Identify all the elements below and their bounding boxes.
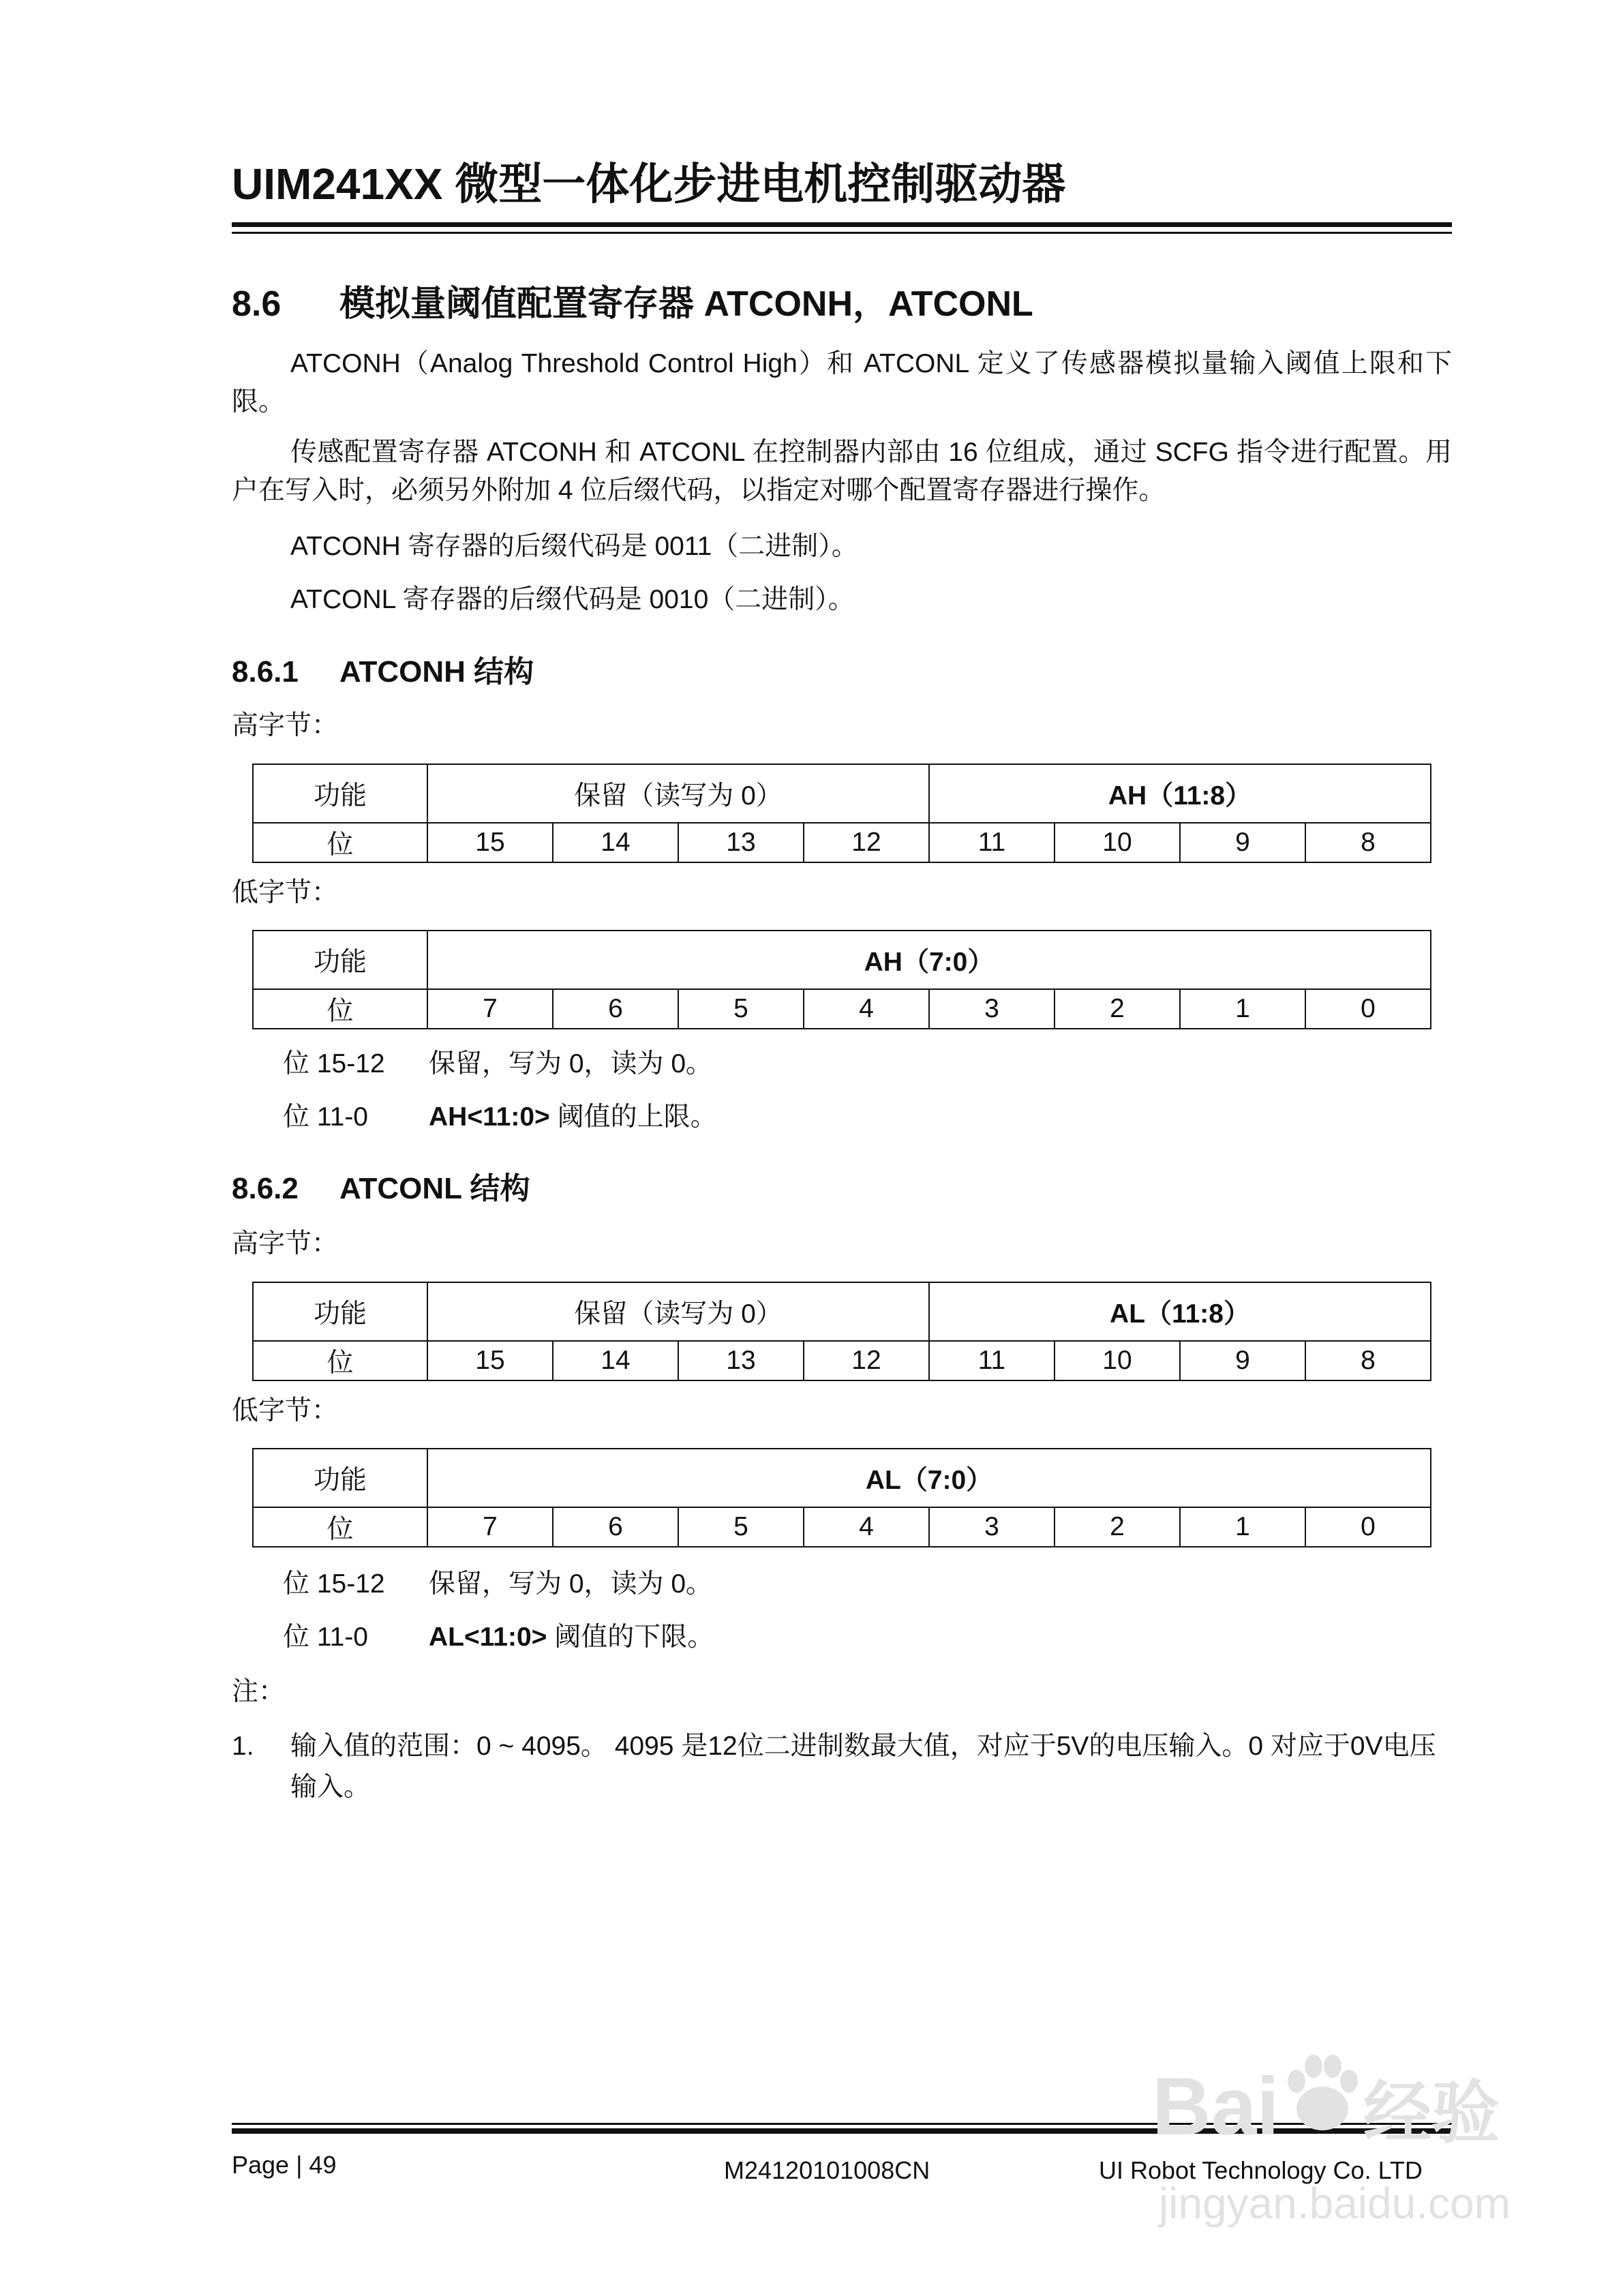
bit-cell: 1 [1180,989,1305,1029]
reserved-field-cell: 保留（读写为 0） [427,1282,929,1341]
bit-cell: 2 [1055,989,1180,1029]
al-high-field-cell: AL（11:8） [929,1282,1431,1341]
bit-cell: 15 [427,1341,553,1380]
field-name: AL<11:0> [429,1622,547,1652]
intro-paragraph-2: 传感配置寄存器 ATCONH 和 ATCONL 在控制器内部由 16 位组成，通过 SCFG 指令进行配置。用户在写入时，必须另外附加 4 位后缀代码，以指定对哪个配置寄存器进行操作。 [232,438,1452,505]
footer-document-code: M24120101008CN [724,2156,930,2184]
high-byte-label: 高字节： [232,1229,339,1258]
header-divider-thin [232,232,1452,234]
intro-paragraph-1: ATCONH（Analog Threshold Control High）和 ATCONL 定义了传感器模拟量输入阈值上限和下限。 [232,349,1452,417]
section-number: 8.6 [232,284,282,324]
ah-low-field-cell: AH（7:0） [427,931,1431,989]
high-byte-label: 高字节： [232,711,339,740]
paw-icon [1281,2049,1363,2137]
bit-label-cell: 位 [253,989,427,1029]
ah-high-field-cell: AH（11:8） [929,764,1431,823]
section-title: 模拟量阈值配置寄存器 ATCONH，ATCONL [339,284,1033,324]
intro-paragraph-3: ATCONH 寄存器的后缀代码是 0011（二进制）。 [290,532,858,561]
bit-cell: 13 [678,1341,804,1380]
bit-cell: 4 [804,989,929,1029]
al-low-field-cell: AL（7:0） [427,1449,1431,1507]
subsection-heading-atconl [232,1174,530,1204]
watermark-url: jingyan.baidu.com [1159,2179,1511,2228]
header-divider-thick [232,222,1452,227]
field-name: AH<11:0> [429,1102,550,1132]
bit-cell: 7 [427,989,553,1029]
notes-label: 注： [232,1677,286,1706]
atconl-high-byte-table [252,1282,1431,1381]
atconh-low-byte-table [252,930,1431,1029]
bit-cell: 11 [929,1341,1055,1380]
bit-cell: 12 [804,1341,929,1380]
bit-range: 位 11-0 [283,1622,368,1652]
bit-cell: 14 [553,1341,678,1380]
bit-cell: 9 [1180,1341,1305,1380]
low-byte-label: 低字节： [232,1396,339,1425]
bit-cell: 1 [1180,1507,1305,1547]
bit-cell: 10 [1055,823,1180,862]
bit-description [283,1104,717,1130]
bit-cell: 2 [1055,1507,1180,1547]
bit-cell: 5 [678,989,804,1029]
bit-text: 阈值的下限。 [547,1622,714,1652]
bit-label-cell: 位 [253,1341,427,1380]
bit-range: 位 11-0 [283,1102,368,1132]
bit-cell: 13 [678,823,804,862]
note-marker: 1. [232,1732,254,1761]
bit-cell: 15 [427,823,553,862]
bit-cell: 6 [553,989,678,1029]
bit-cell: 6 [553,1507,678,1547]
watermark-brand: Bai [1152,2061,1279,2152]
bit-cell: 12 [804,823,929,862]
func-label-cell: 功能 [253,764,427,823]
bit-cell: 8 [1305,823,1431,862]
bit-cell: 9 [1180,823,1305,862]
subsection-heading-atconh [232,657,534,687]
subsection-title: ATCONL 结构 [339,1172,530,1205]
watermark-brand-cn: 经验 [1363,2075,1500,2151]
bit-cell: 0 [1305,1507,1431,1547]
bit-cell: 0 [1305,989,1431,1029]
document-header-title: UIM241XX 微型一体化步进电机控制驱动器 [232,160,1066,209]
func-label-cell: 功能 [253,1282,427,1341]
section-heading [232,286,1033,322]
note-text: 输入值的范围：0 ~ 4095。 4095 是12位二进制数最大值，对应于5V的电压输入。0 对应于0V电压输入。 [290,1732,1436,1802]
bit-range: 位 15-12 [283,1049,385,1078]
bit-description [283,1051,712,1077]
note-item [232,1726,1452,1808]
bit-cell: 11 [929,823,1055,862]
intro-paragraph-4: ATCONL 寄存器的后缀代码是 0010（二进制）。 [290,585,855,614]
bit-label-cell: 位 [253,823,427,862]
bit-cell: 7 [427,1507,553,1547]
bit-cell: 3 [929,1507,1055,1547]
func-label-cell: 功能 [253,1449,427,1507]
subsection-number: 8.6.2 [232,1172,299,1205]
bit-cell: 8 [1305,1341,1431,1380]
bit-cell: 3 [929,989,1055,1029]
atconl-low-byte-table [252,1448,1431,1547]
bit-cell: 10 [1055,1341,1180,1380]
bit-range: 位 15-12 [283,1569,385,1599]
reserved-field-cell: 保留（读写为 0） [427,764,929,823]
bit-cell: 14 [553,823,678,862]
bit-cell: 5 [678,1507,804,1547]
func-label-cell: 功能 [253,931,427,989]
subsection-title: ATCONH 结构 [339,655,534,689]
bit-text: 保留，写为 0，读为 0。 [429,1569,713,1599]
bit-cell: 4 [804,1507,929,1547]
bit-description [283,1571,712,1597]
low-byte-label: 低字节： [232,878,339,907]
footer-company: UI Robot Technology Co. LTD [1099,2156,1423,2184]
bit-label-cell: 位 [253,1507,427,1547]
atconh-high-byte-table [252,764,1431,863]
bit-text: 保留，写为 0，读为 0。 [429,1049,713,1078]
subsection-number: 8.6.1 [232,655,299,689]
bit-description [283,1624,714,1650]
bit-text: 阈值的上限。 [549,1102,717,1132]
footer-page-number: Page | 49 [232,2151,337,2179]
